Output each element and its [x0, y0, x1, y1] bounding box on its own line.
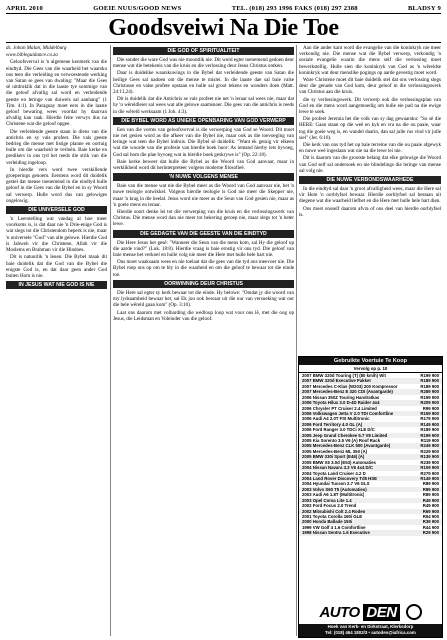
- vehicle-name: 2006 Volkswagen Jetta V 2.0 TDI Comfortline: [302, 410, 394, 416]
- vehicle-price: R199 900: [420, 394, 439, 400]
- column-3: [299, 45, 441, 352]
- brand-left: AUTO: [319, 603, 360, 621]
- vehicle-price: R199 900: [420, 432, 439, 438]
- vehicle-name: 1999 VW Golf 4 1.6 Comfortline: [302, 524, 366, 530]
- vehicle-name: 2004 Nissan Navara 3.3 V6 4x4 D/C: [302, 465, 373, 471]
- vehicle-name: 2004 Toyota Land Cruiser 4.2 D: [302, 470, 366, 476]
- vehicle-price: R119 900: [420, 438, 439, 444]
- paragraph: die sy verlossingswerk. Dit verwerp ook die verlossingsplan van God en die mens word aangemoedig om hulle eie pad na die ewige lewe te soek.: [299, 96, 441, 116]
- dealer-contact: Tel: (018) 464 1802/3 • autoden@iafrica.com: [325, 630, 416, 636]
- issue-date: APRIL 2010: [6, 4, 43, 12]
- vehicle-name: 1998 Nissan Sentra 1.6 Executive: [302, 530, 370, 536]
- vehicle-price: R99 900: [422, 405, 439, 411]
- vehicle-price: R189 900: [420, 427, 439, 433]
- paragraph: Hierdie soort denke lei tot die verwerping van die kruis en die verlossingswerk van Christus. Die mense word dan nie meer tot bekering geroep nie, maar slegs tot 'n beter lewe.: [113, 209, 294, 228]
- vehicle-name: 2005 Jeep Grand Cherokee 5.7 V8 Limited: [302, 432, 388, 438]
- page-header: [6, 3, 441, 13]
- column-divider: [296, 45, 297, 636]
- vehicle-name: 2005 BMW 330i Sport (E46) (A): [302, 454, 365, 460]
- section-heading: DIE NUWE VERBONDSWAARHEDE: [299, 176, 441, 184]
- vehicle-name: 2003 Opel Corsa Lite 1.4: [302, 497, 352, 503]
- column-2: [113, 45, 294, 636]
- vehicle-name: 2003 Volvo S60 T5 (Automaties): [302, 486, 367, 492]
- vehicle-name: 2001 Toyota Corolla 160i GLE: [302, 513, 363, 519]
- vehicle-name: 2006 Ford Territory 4.0 GL (A): [302, 421, 363, 427]
- paragraph: Aan die ander kant word die evangelie van die koninkryk nie meer verkondig nie. Die mense wat die Bybel verwerp, verkondig 'n sosiale evangelie waarin die mens self die verlossing moet bewerkstellig. Hulle sien die koninkryk van God as 'n wêreldse koninkryk wat deur menslike pogings op aarde gevestig moet word.: [299, 45, 441, 76]
- vehicle-price: R109 900: [420, 465, 439, 471]
- vehicle-price: R89 900: [422, 481, 439, 487]
- vehicle-price: R149 900: [420, 476, 439, 482]
- paragraph: Dit is natuurlik 'n leuen. Die Bybel maak dit baie duidelik dat die God van die Bybel die enigste God is, en dat daar geen ander God buiten Hom is nie.: [6, 254, 107, 279]
- vehicle-row: [299, 530, 442, 535]
- author-byline: ds. Johan Malan, Middelburg: [6, 45, 67, 51]
- vehicle-name: 2004 Hyundai Tucson 2.7 V6 GLS: [302, 481, 370, 487]
- vehicle-name: 2005 Mercedes-Benz CLK 500 (Avantgarde): [302, 443, 391, 449]
- vehicle-price: R39 900: [422, 519, 439, 525]
- vehicle-price: R89 900: [422, 492, 439, 498]
- paragraph: Daar is duidelike waarskuwings in die Bybel dat verleidende geeste van Satan die heilige Gees sal nadoen om die mense te mislei. In die laaste dae sal baie valse Christusse en valse profete opstaan en hulle sal groot tekens en wonders doen (Matt. 24:11,24).: [113, 70, 294, 96]
- paragraph: Die sonder die ware God was nie moontlik nie. Dit word egter toenemend gedoen deur mense wat die betekenis van die kruis en die verlossing deur Jesus Christus ontken.: [113, 57, 294, 70]
- vehicle-price: R229 900: [420, 448, 439, 454]
- vehicle-name: 2006 Chrysler PT Cruiser 2.4 Limited: [302, 405, 377, 411]
- vehicle-price: R209 900: [420, 400, 439, 406]
- vehicle-price: R189 900: [420, 383, 439, 389]
- section-heading: IN JESUS WAT NIE GOD IS NIE: [6, 281, 107, 289]
- paragraph: Geloofsverval is 'n algemene kenmerk van die eindtyd. Die Gees van die waarheid het waarsku ons teen die verleiding en verwoestende werking van Satan se gees van dwaling: "Maar die Gees sê uitdruklik dat in die laaste tye sommige van die geloof afvallig sal word en verleidende geeste en leringe van duiwels sal aanhang" (1 Tim. 4:1). In Paraguay moet eers in die laaste geloof bewaring wees voordat hy daarvan afvallig kan raak. Hierdie feite verwys dus na Christene wat die geloof opgee.: [6, 59, 107, 128]
- vehicle-price: R289 900: [420, 389, 439, 395]
- section-heading: DIE GEDAGTE VAN DIE GEESTE VAN DIE EINDTYD: [113, 230, 294, 238]
- page-number: BLADSY 9: [407, 4, 441, 12]
- vehicle-price: R49 900: [422, 497, 439, 503]
- vehicle-price: R29 900: [422, 530, 439, 536]
- paragraph: Baie kerke beweer dat hulle die Bybel as die Woord van God aanvaar, maar in werklikheid word dit herinterpreteer volgens moderne filosofieë.: [113, 158, 294, 172]
- vehicle-name: 2006 Audi A4 2.0T FSI Multitronic: [302, 416, 370, 422]
- column-1: [6, 45, 107, 636]
- author-email: www.bibleguidance.co.za: [6, 52, 58, 59]
- paragraph: Dit is daarom van die grootste belang dat elke gelowige die Woord van God self sal ondersoek en nie blindelings die leringe van mense sal volg nie.: [299, 155, 441, 174]
- paragraph: Die profeet Jeremia het die volk van sy dag gewaarsku: "So sê die HERE: Gaan staan op die weë en kyk en vra na die ou paaie, waar tog die goeie weg is, en wandel daarin, dan sal julle rus vind vir julle siel" (Jer. 6:16).: [299, 116, 441, 141]
- paragraph: In die eindtyd sal daar 'n groot afvalligheid wees, maar die Here sal vir Hom 'n oorblyfsel bewaar. Hierdie oorblyfsel sal bestaan uit diegene wat die waarheid liefhet en die Here met hulle hele hart dien.: [299, 186, 441, 205]
- section-heading: DIE BYBEL WORD AS UNIEKE OPENBARING VAN GOD VERWERP: [113, 117, 294, 125]
- paragraph: Die Here Jesus het gesê: "Wanneer die Seun van die mens kom, sal Hy die geloof op die aarde vind?" (Luk. 18:8). Hierdie vraag is baie ernstig vir ons tyd. Die geloof van baie mense het verkoel en hulle volg nie meer die Here met hulle hele hart nie.: [113, 239, 294, 259]
- car-dealer-advert: [298, 356, 443, 638]
- paragraph: Die kerk van ons tyd het op baie terreine van die ou paaie afgewyk en nuwe weë ingeslaan wat nie na die lewe lei nie.: [299, 142, 441, 155]
- vehicle-price: R159 900: [420, 410, 439, 416]
- paragraph: Ons moet onsself daarom afvra of ons deel van hierdie oorblyfsel is.: [299, 205, 441, 218]
- vehicle-price: R69 900: [422, 508, 439, 514]
- advert-footer: [299, 624, 442, 637]
- vehicle-price: R179 900: [420, 416, 439, 422]
- vehicle-price: R89 900: [422, 486, 439, 492]
- contact-numbers: TEL. (018) 293 1996 FAKS (018) 297 2388: [231, 4, 358, 12]
- article-headline: Goodsveiwi Na Die Toe: [108, 15, 339, 41]
- section-heading: 'N NUWE VOLGENS MENSE: [113, 173, 294, 181]
- advert-title: Gebruikte Voertuie Te Koop: [299, 357, 442, 365]
- vehicle-price: R249 900: [420, 443, 439, 449]
- column-divider: [110, 45, 111, 636]
- vehicle-price: R149 900: [420, 421, 439, 427]
- vehicle-name: 2005 BMW X5 3.0d (E53) Automaties: [302, 459, 376, 465]
- vehicle-name: 2006 Toyota Hilux 3.0 D-4D Raider 4x4: [302, 400, 380, 406]
- vehicle-price: R189 900: [420, 378, 439, 384]
- vehicle-name: 2006 Nissan 350Z Touring Handratkas: [302, 394, 380, 400]
- publication-name: GOEIE NUUS/GOOD NEWS: [93, 4, 182, 12]
- vehicle-price: R49 900: [422, 503, 439, 509]
- header-rule: [6, 13, 441, 14]
- vehicle-name: 2004 Land Rover Discovery Td5 HSE: [302, 476, 377, 482]
- dealer-logo: [299, 601, 442, 623]
- vehicle-name: 2005 Mercedes-Benz ML 350 (A): [302, 448, 368, 454]
- paragraph: In hierdie vers word twee verskillende groeperings genoem. Eerstens word dit duidelik gestel dat mense toenemend in die eindtyd hulle geloof in die Gees van die Bybel en in sy Woord sal verwerp. Hulle word dus van gelowiges ongelowig.: [6, 166, 107, 204]
- vehicle-name: 2002 Mitsubishi Colt 2.4 Rodeo: [302, 508, 366, 514]
- vehicle-name: 2000 Honda Ballade 150i: [302, 519, 353, 525]
- vehicle-name: 2007 Mercedes C-Klas (W203) 200 Kompressor: [302, 383, 398, 389]
- paragraph: Laat ons daarom met volharding die wedloop loop wat voor ons lê, met die oog op Jesus, die Leidsman en Voleinder van die geloof.: [113, 309, 294, 322]
- brand-name: [319, 604, 399, 621]
- ring-logo-icon: [406, 604, 422, 620]
- vehicle-name: 2006 Ford Ranger 3.0 TDCi XLE D/C: [302, 427, 375, 433]
- vehicle-name: 2007 BMW 320d Touring (T) (80 km/h) Wit: [302, 373, 386, 378]
- vehicle-list: [299, 373, 442, 536]
- vehicle-name: 2005 Kia Sorento 3.5 V6 (A) Roof Rack: [302, 438, 381, 444]
- vehicle-name: 2007 Mercedes-Benz E 320 CDI (Avantgarde): [302, 389, 393, 395]
- vehicle-name: 2002 Ford Focus 2.0 Trend: [302, 503, 357, 509]
- section-heading: DIE GOD OF SPIRITUALITEIT: [113, 47, 294, 55]
- vehicle-name: 2003 Audi A6 1.8T (Multitronic): [302, 492, 365, 498]
- vehicle-price: R54 900: [422, 513, 439, 519]
- dealer-address: Hoek van Kerk- en Dirkstraat, Klerksdorp: [327, 624, 414, 629]
- advert-subtitle: Vervolg op p. 10: [299, 365, 442, 373]
- vehicle-price: R44 900: [422, 524, 439, 530]
- paragraph: Een van die vorms van geloofsverval is die verwerping van God se Woord. Dit moet nie net gesien word as die afkeer van die Bybel nie, maar ook as die toevoeging van leringe wat teen die Bybel indruis. Die Bybel sê duidelik: "Want ek getuig vir elkeen wat die woorde van die profesie van hierdie boek hoor: As iemand hierby iets byvoeg, God sal hom die plae byvoeg wat in hierdie boek geskrywe is" (Op. 22:18).: [113, 126, 294, 158]
- paragraph: Baie van die mense wat nie die Bybel meer as die Woord van God aanvaar nie, het 'n nuwe teologie ontwikkel. Volgens hierdie teologie is God nie meer die Skepper nie, maar 'n krag in die heelal. Jesus word nie meer as die Seun van God gesien nie, maar as 'n goeie mens en leraar.: [113, 183, 294, 208]
- brand-right: DEN: [363, 604, 399, 621]
- vehicle-name: 2007 BMW 320d Executive Pakket: [302, 378, 371, 384]
- vehicle-price: R199 900: [420, 373, 439, 378]
- section-heading: DIE UNIVERSELE GOD: [6, 206, 107, 214]
- paragraph: Die Here sal egter sy kerk bewaar tot die einde. Hy belowe: "Omdat jy die woord van my lydsaamheid bewaar het, sal Ek jou ook bewaar uit die uur van versoeking wat oor die hele wêreld gaan kom" (Op. 3:10).: [113, 289, 294, 309]
- paragraph: 'n Leerstelling wat vandag al hoe meer voorkoms is, is dat daar nie 'n Drie-enige God is wat slegs tot die Christendom beperk is nie, maar 'n universele "God" van alle gelowe. Hierdie God is Jahweh vir die Christene, Allah vir die Moslems en Brahman vir die Hindoes.: [6, 216, 107, 254]
- paragraph: Dit is duidelik dat die Antichris se vals profeet nie net 'n leraar sal wees nie, maar dat hy 'n wêreldleier sal wees wat alle gelowe saamsnoer. Die gees van die antichris is reeds in die wêreld werksaam (1 Joh. 4:3).: [113, 96, 294, 115]
- section-heading: OORWINNING DEUR CHRISTUS: [113, 280, 294, 288]
- paragraph: Ware Christene moet dit baie duidelik stel dat ons verlossing slegs deur die genade van God kom, deur geloof in die verlossingswerk van Christus aan die kruis.: [299, 77, 441, 96]
- vehicle-price: R279 900: [420, 470, 439, 476]
- vehicle-price: R139 900: [420, 454, 439, 460]
- paragraph: Ons moet waaksaam wees en nie toelaat dat die gees van die tyd ons meevoer nie. Die Bybel roep ons op om te bly in die waarheid en om die geloof te bewaar tot die einde toe.: [113, 259, 294, 278]
- vehicle-price: R239 900: [420, 459, 439, 465]
- headline-rule: [6, 42, 441, 43]
- paragraph: Die verleidende geeste staan in diens van die antichris en sy vals profeet. Die vals geeste bedrieg die mense met listige planne en oortuig hulle om die waarheid te verloën. Baie kerke en predikers in ons tyd het reeds die strik van die verleiding ingeloop.: [6, 128, 107, 166]
